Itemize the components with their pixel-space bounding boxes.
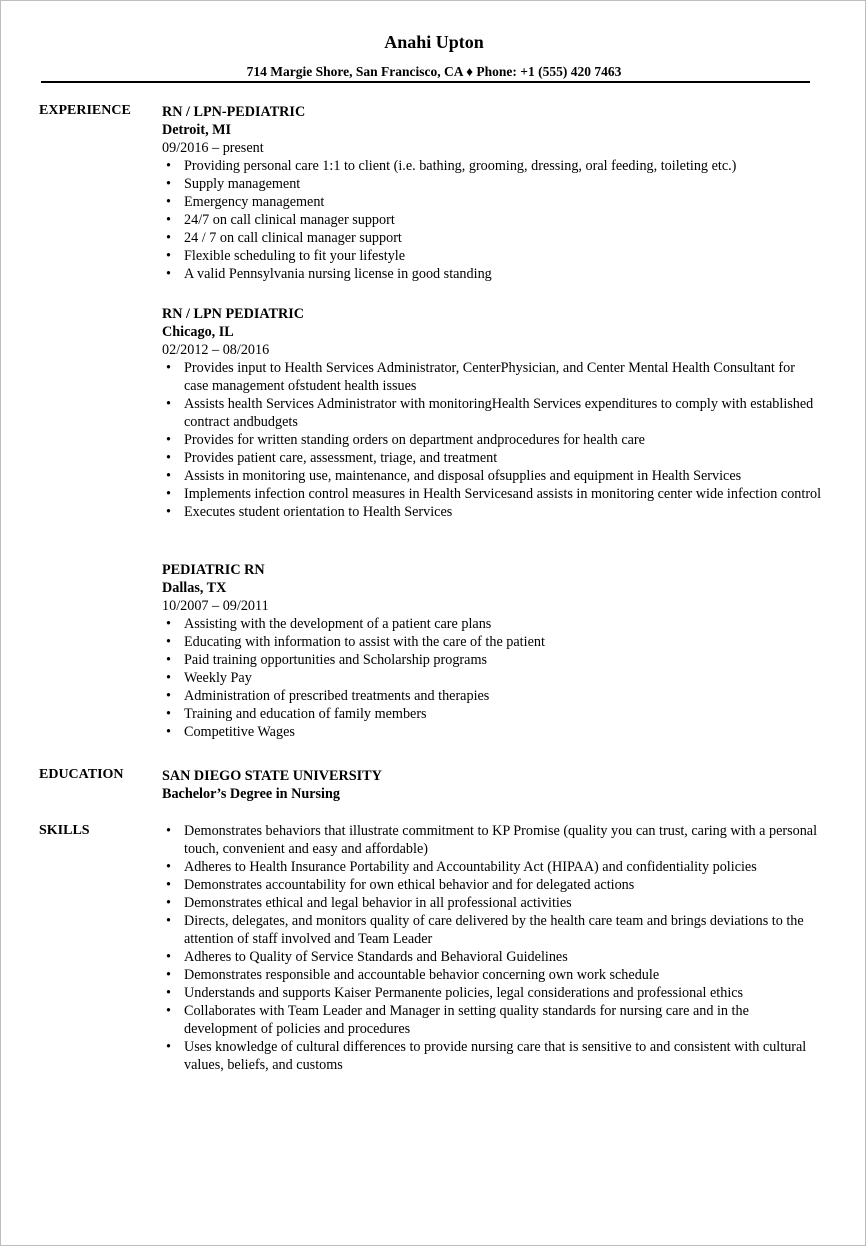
list-item: • 24 / 7 on call clinical manager support — [162, 229, 822, 247]
job-bullets — [162, 615, 822, 741]
list-item: • Training and education of family members — [162, 705, 822, 723]
list-item: • Administration of prescribed treatments and therapies — [162, 687, 822, 705]
list-item: • Adheres to Quality of Service Standards and Behavioral Guidelines — [162, 948, 822, 966]
list-item: • Executes student orientation to Health Services — [162, 503, 822, 521]
section-label-skills: SKILLS — [39, 823, 90, 838]
job-location: Chicago, IL — [162, 324, 234, 340]
degree-name: Bachelor’s Degree in Nursing — [162, 786, 340, 802]
header-divider — [41, 81, 810, 83]
list-item: • Demonstrates accountability for own ethical behavior and for delegated actions — [162, 876, 822, 894]
education-entry — [162, 767, 822, 803]
list-item: • Demonstrates behaviors that illustrate commitment to KP Promise (quality you can trust, caring with a personal touch, convenient and easy and affordable) — [162, 822, 822, 858]
list-item: • Flexible scheduling to fit your lifestyle — [162, 247, 822, 265]
school-name: SAN DIEGO STATE UNIVERSITY — [162, 768, 382, 784]
list-item: • Supply management — [162, 175, 822, 193]
contact-line: 714 Margie Shore, San Francisco, CA ♦ Phone: +1 (555) 420 7463 — [246, 64, 622, 79]
list-item: • Competitive Wages — [162, 723, 822, 741]
job-dates: 10/2007 – 09/2011 — [162, 598, 269, 614]
list-item: • Collaborates with Team Leader and Manager in setting quality standards for nursing care and in the development of policies and procedures — [162, 1002, 822, 1038]
list-item: • Assists health Services Administrator with monitoringHealth Services expenditures to comply with established contract andbudgets — [162, 395, 822, 431]
list-item: • Directs, delegates, and monitors quality of care delivered by the health care team and brings deviations to the attention of staff involved and Team Leader — [162, 912, 822, 948]
list-item: • Providing personal care 1:1 to client (i.e. bathing, grooming, dressing, oral feeding, toileting etc.) — [162, 157, 822, 175]
section-label-education: EDUCATION — [39, 767, 124, 782]
job-bullets — [162, 359, 822, 521]
section-label-experience: EXPERIENCE — [39, 103, 131, 118]
list-item: • Provides patient care, assessment, triage, and treatment — [162, 449, 822, 467]
job-2 — [162, 305, 822, 521]
skills-bullets — [162, 822, 822, 1074]
list-item: • Educating with information to assist with the care of the patient — [162, 633, 822, 651]
job-title: PEDIATRIC RN — [162, 562, 265, 578]
job-dates: 09/2016 – present — [162, 140, 264, 156]
list-item: • Paid training opportunities and Scholarship programs — [162, 651, 822, 669]
skills-list — [162, 822, 822, 1074]
job-location: Dallas, TX — [162, 580, 227, 596]
job-3 — [162, 561, 822, 741]
job-title: RN / LPN-PEDIATRIC — [162, 104, 306, 120]
job-1 — [162, 103, 822, 283]
list-item: • Emergency management — [162, 193, 822, 211]
list-item: • Demonstrates responsible and accountable behavior concerning own work schedule — [162, 966, 822, 984]
job-location: Detroit, MI — [162, 122, 232, 138]
list-item: • Provides input to Health Services Administrator, CenterPhysician, and Center Mental Health Consultant for case management ofstudent health issues — [162, 359, 822, 395]
list-item: • Demonstrates ethical and legal behavior in all professional activities — [162, 894, 822, 912]
job-bullets — [162, 157, 822, 283]
job-title: RN / LPN PEDIATRIC — [162, 306, 305, 322]
list-item: • Implements infection control measures in Health Servicesand assists in monitoring center wide infection control — [162, 485, 822, 503]
list-item: • Uses knowledge of cultural differences to provide nursing care that is sensitive to and consistent with cultural values, beliefs, and customs — [162, 1038, 822, 1074]
list-item: • Assists in monitoring use, maintenance, and disposal ofsupplies and equipment in Health Services — [162, 467, 822, 485]
job-dates: 02/2012 – 08/2016 — [162, 342, 270, 358]
list-item: • Weekly Pay — [162, 669, 822, 687]
list-item: • A valid Pennsylvania nursing license in good standing — [162, 265, 822, 283]
list-item: • Understands and supports Kaiser Permanente policies, legal considerations and professional ethics — [162, 984, 822, 1002]
list-item: • Assisting with the development of a patient care plans — [162, 615, 822, 633]
list-item: • 24/7 on call clinical manager support — [162, 211, 822, 229]
candidate-name: Anahi Upton — [384, 32, 484, 52]
list-item: • Adheres to Health Insurance Portability and Accountability Act (HIPAA) and confidentiality policies — [162, 858, 822, 876]
list-item: • Provides for written standing orders on department andprocedures for health care — [162, 431, 822, 449]
